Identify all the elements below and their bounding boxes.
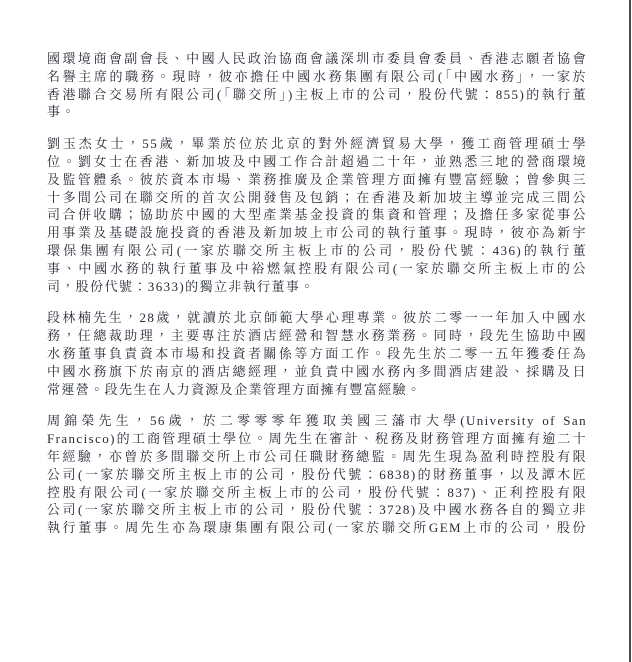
text-line: 環保集團有限公司(一家於聯交所主板上市的公司，股份代號：436)的執行董: [47, 242, 587, 258]
text-line: 公司(一家於聯交所主板上市的公司，股份代號：6838)的財務董事，以及譚木匠: [47, 466, 587, 482]
paragraph-continuation: [47, 50, 587, 121]
text-block: [47, 50, 587, 551]
text-line: 及監管體系。彼於資本市場、業務推廣及企業管理方面擁有豐富經驗；曾參與三: [47, 171, 587, 187]
page-right-edge-line: [629, 0, 631, 662]
text-line: Francisco)的工商管理碩士學位。周先生在審計、稅務及財務管理方面擁有逾二十: [47, 431, 587, 447]
text-line: 司，股份代號：3633)的獨立非執行董事。: [47, 278, 315, 294]
text-line: 年經驗，亦曾於多間聯交所上市公司任職財務總監。周先生現為盈利時控股有限: [47, 448, 587, 464]
text-line: 劉玉杰女士，55歲，畢業於位於北京的對外經濟貿易大學，獲工商管理碩士學: [47, 136, 587, 152]
text-line: 用事業及基礎設施投資的香港及新加坡上市公司的執行董事。現時，彼亦為新宇: [47, 225, 587, 241]
text-line: 位。劉女士在香港、新加坡及中國工作合計超過二十年，並熟悉三地的營商環境: [47, 153, 587, 169]
text-line: 周錦榮先生，56歲，於二零零零年獲取美國三藩市大學(University of San: [47, 413, 587, 429]
text-line: 香港聯合交易所有限公司(「聯交所」)主板上市的公司，股份代號：855)的執行董: [47, 86, 587, 102]
text-line: 十多間公司在聯交所的首次公開發售及包銷；在香港及新加坡主導並完成三間公: [47, 189, 587, 205]
text-line: 中國水務旗下於南京的酒店總經理，並負責中國水務內多間酒店建設、採購及日: [47, 363, 587, 379]
text-line: 常運營。段先生在人力資源及企業管理方面擁有豐富經驗。: [47, 381, 422, 397]
paragraph-chow-kam-wing: [47, 412, 587, 537]
text-line: 段林楠先生，28歲，就讀於北京師範大學心理專業。彼於二零一一年加入中國水: [47, 310, 587, 326]
text-line: 控股有限公司(一家於聯交所主板上市的公司，股份代號：837)、正利控股有限: [47, 484, 587, 500]
paragraph-duan-linnan: [47, 309, 587, 398]
text-line: 名譽主席的職務。現時，彼亦擔任中國水務集團有限公司(「中國水務」，一家於: [47, 68, 587, 84]
paragraph-liu-yujie: [47, 135, 587, 295]
text-line: 國環境商會副會長、中國人民政治協商會議深圳市委員會委員、香港志願者協會: [47, 51, 587, 66]
text-line: 事。: [47, 104, 76, 120]
text-line: 公司(一家於聯交所主板上市的公司，股份代號：3728)及中國水務各自的獨立非: [47, 502, 587, 518]
text-line: 事、中國水務的執行董事及中裕燃氣控股有限公司(一家於聯交所主板上市的公: [47, 260, 587, 276]
text-line: 水務董事負責資本市場和投資者關係等方面工作。段先生於二零一五年獲委任為: [47, 345, 587, 361]
text-line: 司合併收購；協助於中國的大型產業基金投資的集資和管理；及擔任多家從事公: [47, 207, 587, 223]
text-line: 務，任總裁助理，主要專注於酒店經營和智慧水務業務。同時，段先生協助中國: [47, 328, 587, 344]
text-line: 執行董事。周先生亦為環康集團有限公司(一家於聯交所GEM上市的公司，股份: [47, 520, 587, 536]
